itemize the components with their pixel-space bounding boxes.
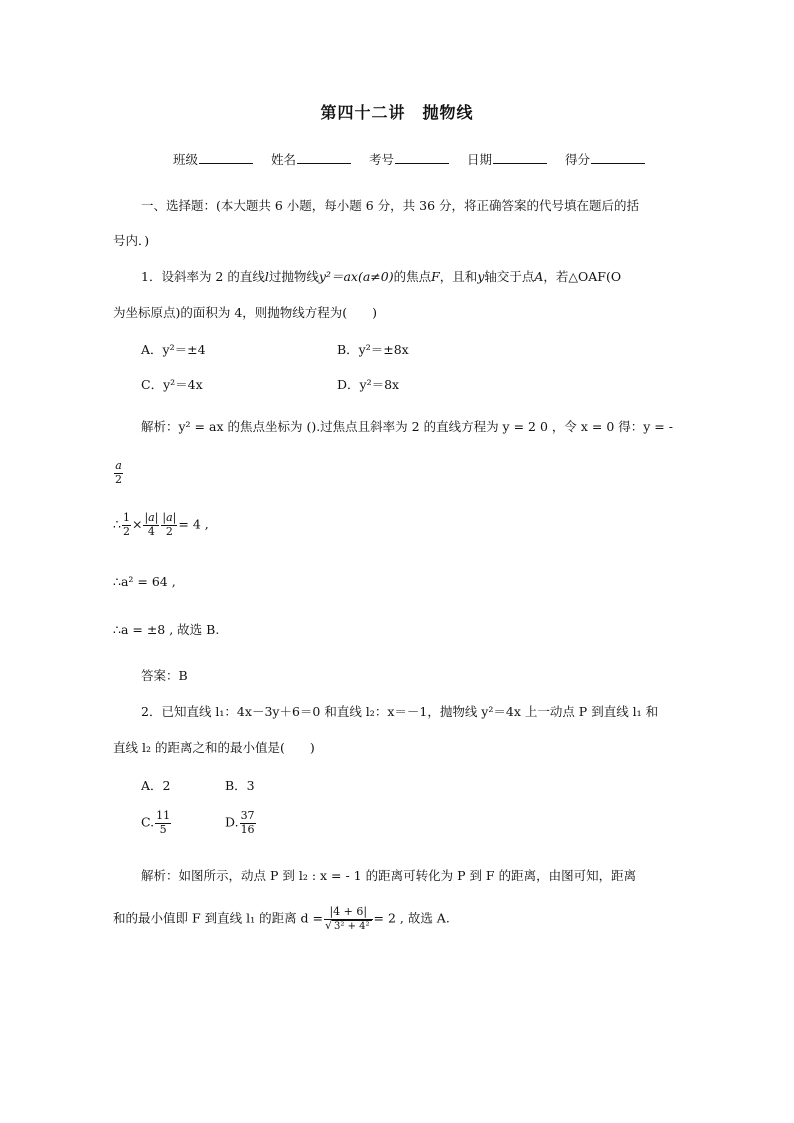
q2-option-d: D. $\frac{37}{16}$ — [225, 809, 255, 836]
date-blank[interactable] — [493, 152, 547, 164]
section1-line1: 一、选择题：(本大题共 6 小题，每小题 6 分，共 36 分，将正确答案的代号填在题后的括 — [141, 198, 640, 213]
class-blank[interactable] — [199, 152, 253, 164]
fraction: $\frac{|a|}{4}$ — [144, 511, 159, 538]
q1-option-d: D．y²＝8x — [337, 377, 400, 392]
q1-solution-fraction — [113, 460, 124, 486]
q2-option-a: A．2 — [141, 778, 171, 793]
score-field: 得分 — [565, 150, 645, 168]
number-field: 考号 — [369, 150, 449, 168]
q1-line2: 为坐标原点)的面积为 4，则抛物线方程为( ) — [113, 305, 378, 320]
q1-option-a: A．y²＝±4 — [141, 342, 206, 357]
info-row — [173, 150, 659, 168]
sqrt-radicand: 3² + 4² — [334, 920, 370, 932]
fraction: $\frac{|4 + 6|}{\text{√ 3² + 4²}}$ — [324, 906, 373, 932]
q2-solution-line1: 解析：如图所示，动点 P 到 l₂ : x = - 1 的距离可转化为 P 到 F 的距离，由图可知，距离 — [141, 868, 637, 883]
q1-step2: ∴a² = 64 , — [113, 574, 176, 589]
fraction: $\frac{a}{2}$ — [115, 459, 122, 486]
q1-solution-line1: 解析：y² = ax 的焦点坐标为 ().过焦点且斜率为 2 的直线方程为 y = 2 0 ，令 x = 0 得：y = - — [141, 419, 673, 434]
page-title: 第四十二讲 抛物线 — [320, 103, 474, 122]
fraction: $\frac{1}{2}$ — [122, 511, 130, 538]
q1-step3: ∴a = ±8 , 故选 B. — [113, 622, 220, 637]
q2-solution-line2: 和的最小值即 F 到直线 l₁ 的距离 d = $\frac{|4 + 6|}{\text{√ 3² + 4²}}$ = 2 , 故选 A. — [113, 905, 450, 932]
date-field: 日期 — [467, 150, 547, 168]
name-field: 姓名 — [271, 150, 351, 168]
q1-line1: 1．设斜率为 2 的直线l过抛物线y²＝ax(a≠0)的焦点F，且和y轴交于点A，若△OAF(O — [141, 269, 622, 284]
q1-step1: ∴ $\frac{1}{2}$ × $\frac{|a|}{4}$ $\frac{|a|}{2}$ = 4 , — [113, 511, 209, 538]
q2-option-b: B．3 — [225, 778, 255, 793]
fraction: $\frac{|a|}{2}$ — [162, 511, 177, 538]
class-field: 班级 — [173, 150, 253, 168]
q2-line2: 直线 l₂ 的距离之和的最小值是( ) — [113, 740, 315, 755]
score-blank[interactable] — [591, 152, 645, 164]
fraction: $\frac{11}{5}$ — [156, 809, 171, 836]
q1-answer: 答案：B — [141, 668, 188, 683]
section1-line2: 号内．) — [113, 233, 150, 248]
q1-option-c: C．y²＝4x — [141, 377, 203, 392]
name-blank[interactable] — [297, 152, 351, 164]
q2-option-c: C. $\frac{11}{5}$ — [141, 809, 171, 836]
q2-line1: 2．已知直线 l₁：4x－3y＋6＝0 和直线 l₂：x＝－1，抛物线 y²＝4x 上一动点 P 到直线 l₁ 和 — [141, 704, 659, 719]
fraction: $\frac{37}{16}$ — [240, 809, 255, 836]
q1-option-b: B．y²＝±8x — [337, 342, 409, 357]
number-blank[interactable] — [395, 152, 449, 164]
